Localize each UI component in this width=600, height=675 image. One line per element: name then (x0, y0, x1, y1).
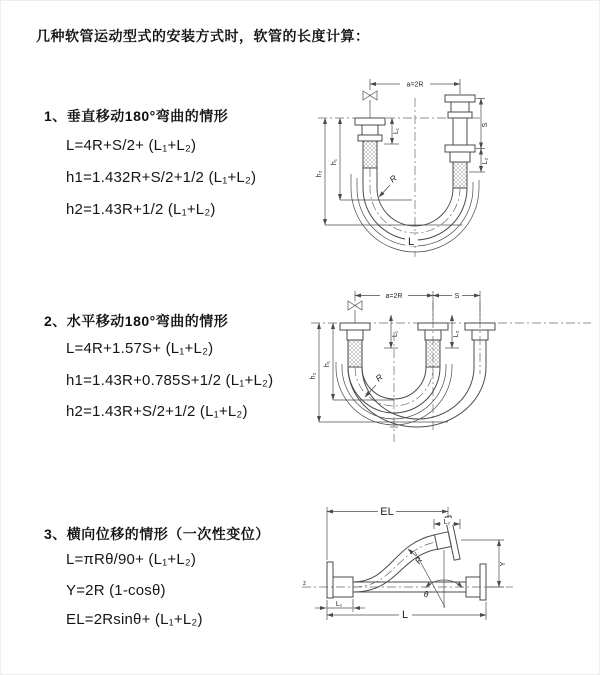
width-dimension (370, 79, 460, 94)
right-pipe-fitting (445, 95, 475, 188)
dim-label-length: L (401, 609, 409, 621)
l2-dimension (445, 315, 460, 348)
valve-icon (363, 91, 377, 118)
dim-label-h2: h₂ (316, 170, 323, 178)
hose-s-curve (353, 535, 438, 592)
hose-u-bend-position2 (348, 367, 486, 427)
dim-label-r: R (373, 371, 385, 384)
dim-label-s: S (482, 122, 489, 128)
dim-label-h2: h₂ (310, 372, 317, 380)
left-pipe-fitting (355, 118, 385, 168)
section-2-formula-L: L=4R+1.57S+ (L₁+L₂) (66, 340, 214, 357)
dim-label-l2: L₂ (482, 157, 489, 165)
dim-label-h1: h₁ (324, 360, 331, 368)
dim-label-l2: L₂ (443, 519, 451, 526)
middle-pipe-fitting (418, 323, 448, 367)
section-1-formula-h1: h1=1.432R+S/2+1/2 (L₁+L₂) (66, 169, 257, 186)
dim-label-y: Y (500, 561, 507, 567)
dim-label-l1: L₁ (392, 330, 399, 338)
dim-label-l1: L₁ (335, 601, 343, 608)
angle-construction (412, 550, 462, 608)
dim-label-r: R (412, 554, 425, 566)
dim-label-l1: L₁ (393, 127, 400, 135)
l1-dimension (384, 118, 400, 144)
section-3-heading: 3、横向位移的情形（一次性变位） (44, 526, 270, 542)
dim-label-a2r: a=2R (406, 81, 424, 89)
dim-label-el: EL (380, 506, 394, 518)
section-2-formula-h1: h1=1.43R+0.785S+1/2 (L₁+L₂) (66, 372, 274, 389)
dim-label-s: S (454, 293, 460, 300)
section-3-formula-L: L=πRθ/90+ (L₁+L₂) (66, 551, 197, 568)
section-2-heading: 2、水平移动180°弯曲的情形 (44, 313, 229, 329)
height-dimensions (316, 118, 462, 225)
diagram-vertical-180-bend (312, 70, 597, 260)
width-dimensions (355, 291, 480, 320)
section-1-formula-L: L=4R+S/2+ (L₁+L₂) (66, 137, 197, 154)
section-1-heading: 1、垂直移动180°弯曲的情形 (44, 108, 229, 124)
l1-dimension (315, 599, 365, 612)
dim-label-h1: h₁ (331, 158, 338, 166)
dim-label-theta: θ (423, 589, 429, 599)
left-flange-fitting (327, 562, 353, 598)
dim-label-a2r: a=2R (385, 293, 403, 300)
diagram-lateral-displacement (298, 498, 598, 646)
s-dimension (469, 99, 489, 173)
centerline-mark: z (303, 581, 306, 587)
l1-dimension (384, 315, 399, 348)
l-dimension (327, 600, 486, 621)
dim-label-l2: L₂ (453, 330, 460, 338)
section-3-formula-Y: Y=2R (1-cosθ) (66, 582, 166, 599)
section-1-formula-h2: h2=1.43R+1/2 (L₁+L₂) (66, 201, 216, 218)
valve-icon (348, 301, 362, 323)
page-title: 几种软管运动型式的安装方式时，软管的长度计算： (36, 28, 370, 44)
right-flange-fitting (466, 564, 486, 600)
diagram-horizontal-180-bend (306, 282, 596, 457)
radius-callout (408, 549, 424, 566)
dim-label-length: L (407, 236, 415, 248)
left-pipe-fitting (340, 323, 370, 367)
section-3-formula-EL: EL=2Rsinθ+ (L₁+L₂) (66, 611, 203, 628)
radius-callout (379, 173, 399, 197)
el-dimension (327, 506, 448, 560)
dim-label-r: R (387, 172, 399, 185)
section-2-formula-h2: h2=1.43R+S/2+1/2 (L₁+L₂) (66, 403, 248, 420)
